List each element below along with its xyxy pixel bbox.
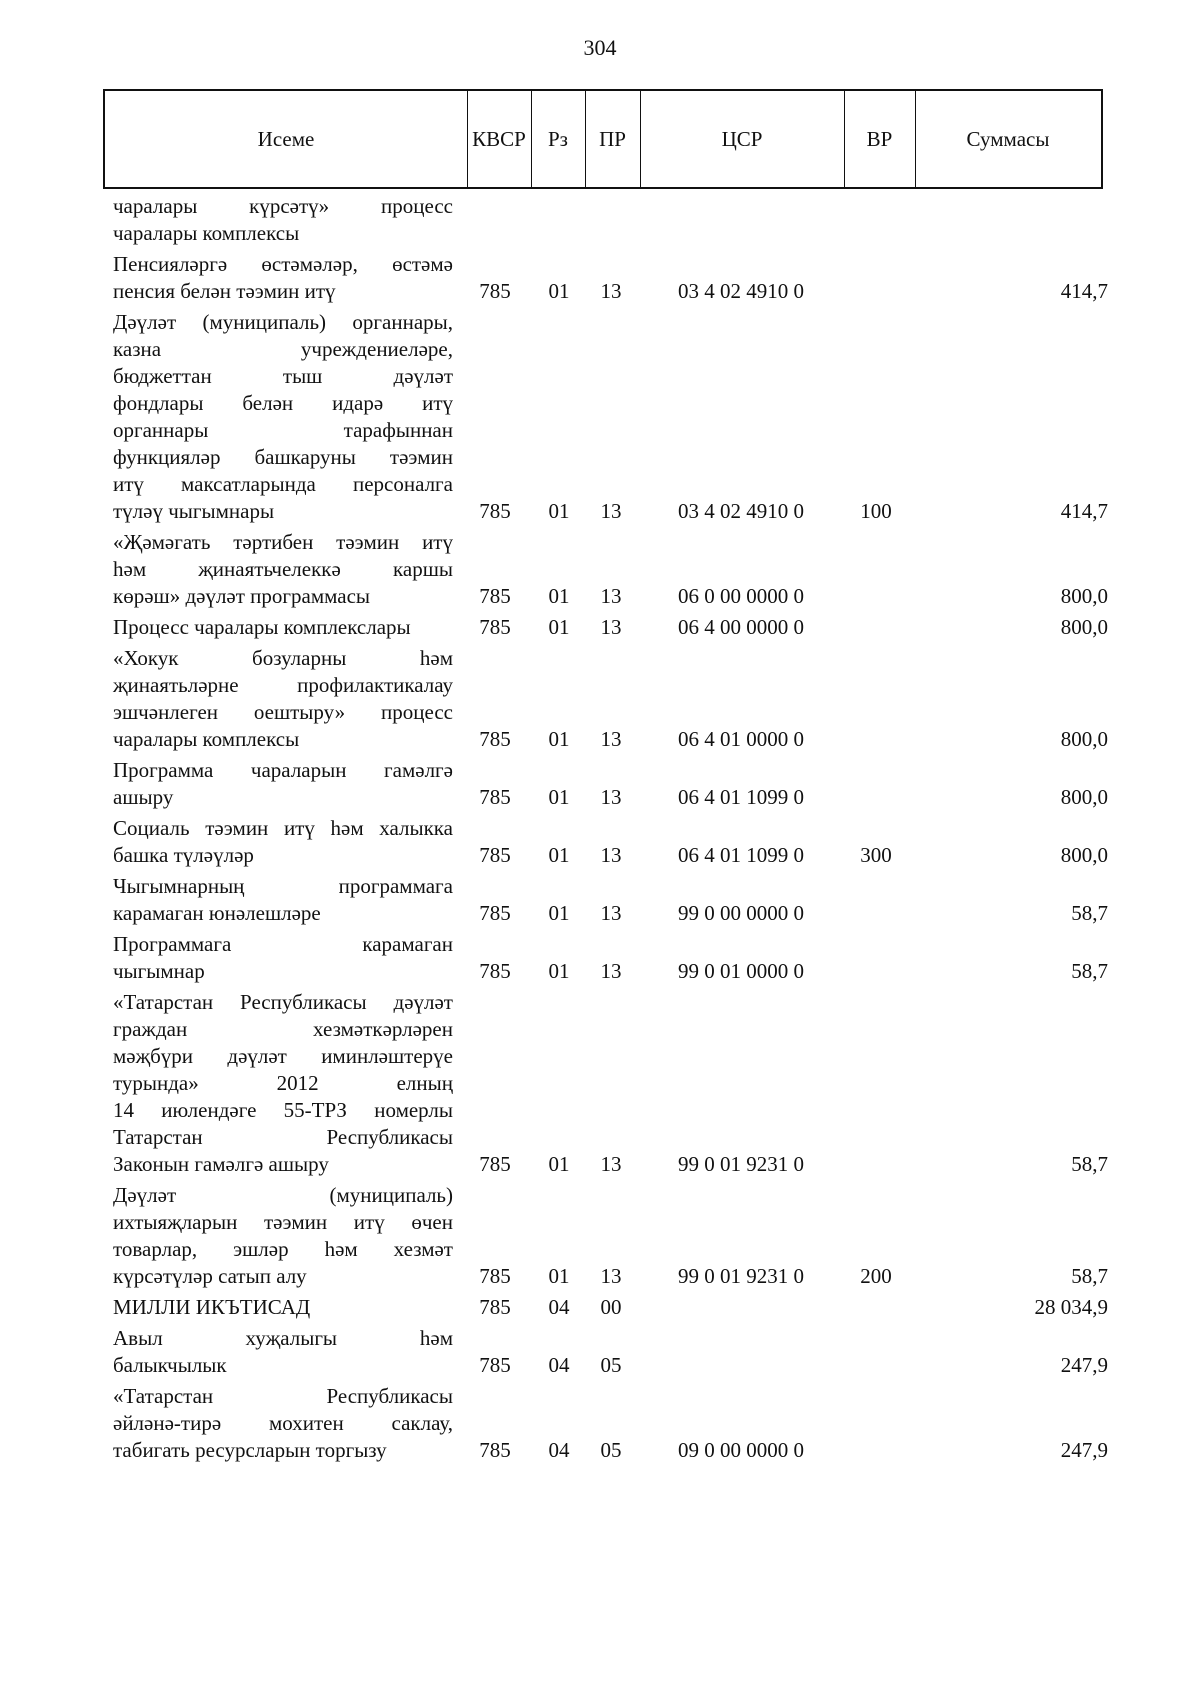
cell-rz: 01	[548, 785, 570, 809]
row-name-line: Социаль тәэмин итү һәм халыкка	[113, 816, 453, 840]
table-row	[103, 873, 1108, 927]
row-name-line: «Хокук бозуларны һәм	[113, 646, 453, 670]
row-name	[103, 1294, 453, 1321]
table-row	[103, 529, 1108, 610]
row-name-line: ихтыяҗларын тәэмин итү өчен	[113, 1210, 453, 1234]
cell-kvsr: 785	[479, 499, 511, 523]
row-name-line: табигать ресурсларын торгызу	[113, 1438, 387, 1462]
row-name	[103, 757, 453, 811]
header-vr: ВР	[866, 127, 893, 151]
cell-sum: 800,0	[1060, 584, 1108, 608]
row-name-line: түләү чыгымнары	[113, 499, 275, 523]
cell-kvsr: 785	[479, 1152, 511, 1176]
row-name-line: Законын гамәлгә ашыру	[113, 1152, 329, 1176]
header-kvsr: КВСР	[472, 127, 526, 151]
cell-sum: 800,0	[1060, 785, 1108, 809]
table-body	[103, 193, 1108, 1468]
row-name	[103, 873, 453, 927]
cell-rz: 01	[548, 959, 570, 983]
row-name-line: башка түләүләр	[113, 843, 254, 867]
row-name-line: пенсия белән тәэмин итү	[113, 279, 336, 303]
row-name-line: мәҗбүри дәүләт иминләштерүе	[113, 1044, 453, 1068]
row-name-line: Программа чараларын гамәлгә	[113, 758, 453, 782]
table-row	[103, 614, 1108, 641]
cell-sum: 414,7	[1060, 499, 1108, 523]
cell-kvsr: 785	[479, 1438, 511, 1462]
row-name-line: Чыгымнарның программага	[113, 874, 453, 898]
row-name-line: 14 июлендәге 55-ТРЗ номерлы	[113, 1098, 453, 1122]
cell-pr: 13	[600, 499, 622, 523]
row-name-line: бюджеттан тыш дәүләт	[113, 364, 453, 388]
cell-rz: 04	[548, 1353, 570, 1377]
row-name	[103, 193, 453, 247]
header-csr: ЦСР	[721, 127, 763, 151]
table-row	[103, 931, 1108, 985]
cell-pr: 13	[600, 615, 622, 639]
row-name-line: фондлары белән идарә итү	[113, 391, 453, 415]
table-row	[103, 309, 1108, 525]
cell-sum: 58,7	[1071, 901, 1108, 925]
cell-pr: 13	[600, 279, 622, 303]
row-name	[103, 1325, 453, 1379]
cell-kvsr: 785	[479, 584, 511, 608]
cell-sum: 58,7	[1071, 1152, 1108, 1176]
cell-pr: 13	[600, 785, 622, 809]
row-name-line: чаралары күрсәтү» процесс	[113, 194, 453, 218]
cell-sum: 247,9	[1060, 1438, 1108, 1462]
table-row	[103, 645, 1108, 753]
row-name	[103, 815, 453, 869]
cell-rz: 04	[548, 1438, 570, 1462]
cell-vr: 300	[860, 843, 892, 867]
cell-sum: 28 034,9	[1034, 1295, 1108, 1319]
cell-rz: 01	[548, 499, 570, 523]
cell-csr: 99 0 01 9231 0	[678, 1264, 804, 1288]
row-name-line: чаралары комплексы	[113, 727, 300, 751]
row-name	[103, 309, 453, 525]
row-name	[103, 931, 453, 985]
table-row	[103, 193, 1103, 247]
cell-pr: 13	[600, 584, 622, 608]
row-name-line: «Татарстан Республикасы дәүләт	[113, 990, 453, 1014]
cell-pr: 05	[600, 1438, 622, 1462]
cell-kvsr: 785	[479, 279, 511, 303]
row-name-line: органнары тарафыннан	[113, 418, 453, 442]
cell-pr: 00	[600, 1295, 622, 1319]
cell-csr: 06 4 01 1099 0	[678, 843, 804, 867]
cell-sum: 247,9	[1060, 1353, 1108, 1377]
row-name-line: «Татарстан Республикасы	[113, 1384, 453, 1408]
table-row	[103, 1325, 1108, 1379]
row-name-line: функцияләр башкаруны тәэмин	[113, 445, 453, 469]
cell-kvsr: 785	[479, 785, 511, 809]
cell-pr: 13	[600, 1264, 622, 1288]
cell-kvsr: 785	[479, 1353, 511, 1377]
row-name	[103, 614, 453, 641]
cell-rz: 01	[548, 727, 570, 751]
page-number: 304	[583, 35, 617, 60]
cell-rz: 01	[548, 1152, 570, 1176]
row-name-line: әйләнә-тирә мохитен саклау,	[113, 1411, 453, 1435]
table-row	[103, 1383, 1108, 1464]
cell-pr: 13	[600, 843, 622, 867]
cell-rz: 01	[548, 615, 570, 639]
row-name-line: ашыру	[113, 785, 174, 809]
cell-pr: 13	[600, 727, 622, 751]
cell-sum: 800,0	[1060, 727, 1108, 751]
table-row	[103, 1294, 1108, 1321]
cell-rz: 01	[548, 584, 570, 608]
row-name-line: Пенсияләргә өстәмәләр, өстәмә	[113, 252, 453, 276]
row-name-line: граждан хезмәткәрләрен	[113, 1017, 453, 1041]
row-name-line: эшчәнлеген оештыру» процесс	[113, 700, 453, 724]
row-name-line: казна учреждениеләре,	[113, 337, 453, 361]
cell-csr: 06 0 00 0000 0	[678, 584, 804, 608]
cell-pr: 05	[600, 1353, 622, 1377]
row-name-line: күрсәтүләр сатып алу	[113, 1264, 307, 1288]
table-header	[103, 89, 1103, 189]
row-name	[103, 251, 453, 305]
row-name-line: итү максатларында персоналга	[113, 472, 453, 496]
cell-csr: 09 0 00 0000 0	[678, 1438, 804, 1462]
table-row	[103, 989, 1108, 1178]
header-pr: ПР	[599, 127, 626, 151]
cell-rz: 01	[548, 279, 570, 303]
row-name-line: җинаятьләрне профилактикалау	[113, 673, 453, 697]
cell-pr: 13	[600, 959, 622, 983]
row-name-line: товарлар, эшләр һәм хезмәт	[113, 1237, 453, 1261]
table-row	[103, 1182, 1108, 1290]
table-row	[103, 251, 1108, 305]
row-name-line: «Җәмәгать тәртибен тәэмин итү	[113, 530, 453, 554]
row-name-line: балыкчылык	[113, 1353, 227, 1377]
row-name-line: чыгымнар	[113, 959, 205, 983]
row-name-line: көрәш» дәүләт программасы	[113, 584, 371, 608]
cell-csr: 99 0 00 0000 0	[678, 901, 804, 925]
row-name-line: МИЛЛИ ИКЪТИСАД	[113, 1295, 311, 1319]
cell-sum: 58,7	[1071, 1264, 1108, 1288]
cell-csr: 06 4 01 0000 0	[678, 727, 804, 751]
cell-sum: 800,0	[1060, 615, 1108, 639]
row-name-line: Татарстан Республикасы	[113, 1125, 453, 1149]
cell-rz: 01	[548, 843, 570, 867]
cell-pr: 13	[600, 1152, 622, 1176]
row-name-line: Дәүләт (муниципаль)	[113, 1183, 453, 1207]
cell-kvsr: 785	[479, 1295, 511, 1319]
row-name	[103, 645, 453, 753]
cell-csr: 99 0 01 0000 0	[678, 959, 804, 983]
cell-kvsr: 785	[479, 843, 511, 867]
cell-kvsr: 785	[479, 615, 511, 639]
cell-csr: 06 4 00 0000 0	[678, 615, 804, 639]
cell-vr: 100	[860, 499, 892, 523]
table-row	[103, 815, 1108, 869]
cell-csr: 03 4 02 4910 0	[678, 499, 804, 523]
cell-kvsr: 785	[479, 901, 511, 925]
row-name	[103, 1182, 453, 1290]
row-name	[103, 989, 453, 1178]
header-name: Исеме	[257, 127, 315, 151]
row-name	[103, 1383, 453, 1464]
cell-vr: 200	[860, 1264, 892, 1288]
row-name-line: һәм җинаятьчелеккә каршы	[113, 557, 453, 581]
cell-rz: 04	[548, 1295, 570, 1319]
cell-csr: 06 4 01 1099 0	[678, 785, 804, 809]
cell-rz: 01	[548, 1264, 570, 1288]
cell-csr: 03 4 02 4910 0	[678, 279, 804, 303]
cell-rz: 01	[548, 901, 570, 925]
cell-kvsr: 785	[479, 959, 511, 983]
table-row	[103, 757, 1108, 811]
row-name-line: карамаган юнәлешләре	[113, 901, 321, 925]
row-name-line: Процесс чаралары комплекслары	[113, 615, 411, 639]
cell-sum: 800,0	[1060, 843, 1108, 867]
header-rz: Рз	[548, 127, 568, 151]
header-sum: Суммасы	[966, 127, 1050, 151]
cell-csr: 99 0 01 9231 0	[678, 1152, 804, 1176]
cell-pr: 13	[600, 901, 622, 925]
row-name-line: чаралары комплексы	[113, 221, 300, 245]
row-name-line: Авыл хуҗалыгы һәм	[113, 1326, 453, 1350]
row-name-line: Дәүләт (муниципаль) органнары,	[113, 310, 453, 334]
cell-sum: 414,7	[1060, 279, 1108, 303]
row-name-line: турында» 2012 елның	[113, 1071, 453, 1095]
cell-kvsr: 785	[479, 727, 511, 751]
cell-sum: 58,7	[1071, 959, 1108, 983]
row-name	[103, 529, 453, 610]
row-name-line: Программага карамаган	[113, 932, 453, 956]
cell-kvsr: 785	[479, 1264, 511, 1288]
